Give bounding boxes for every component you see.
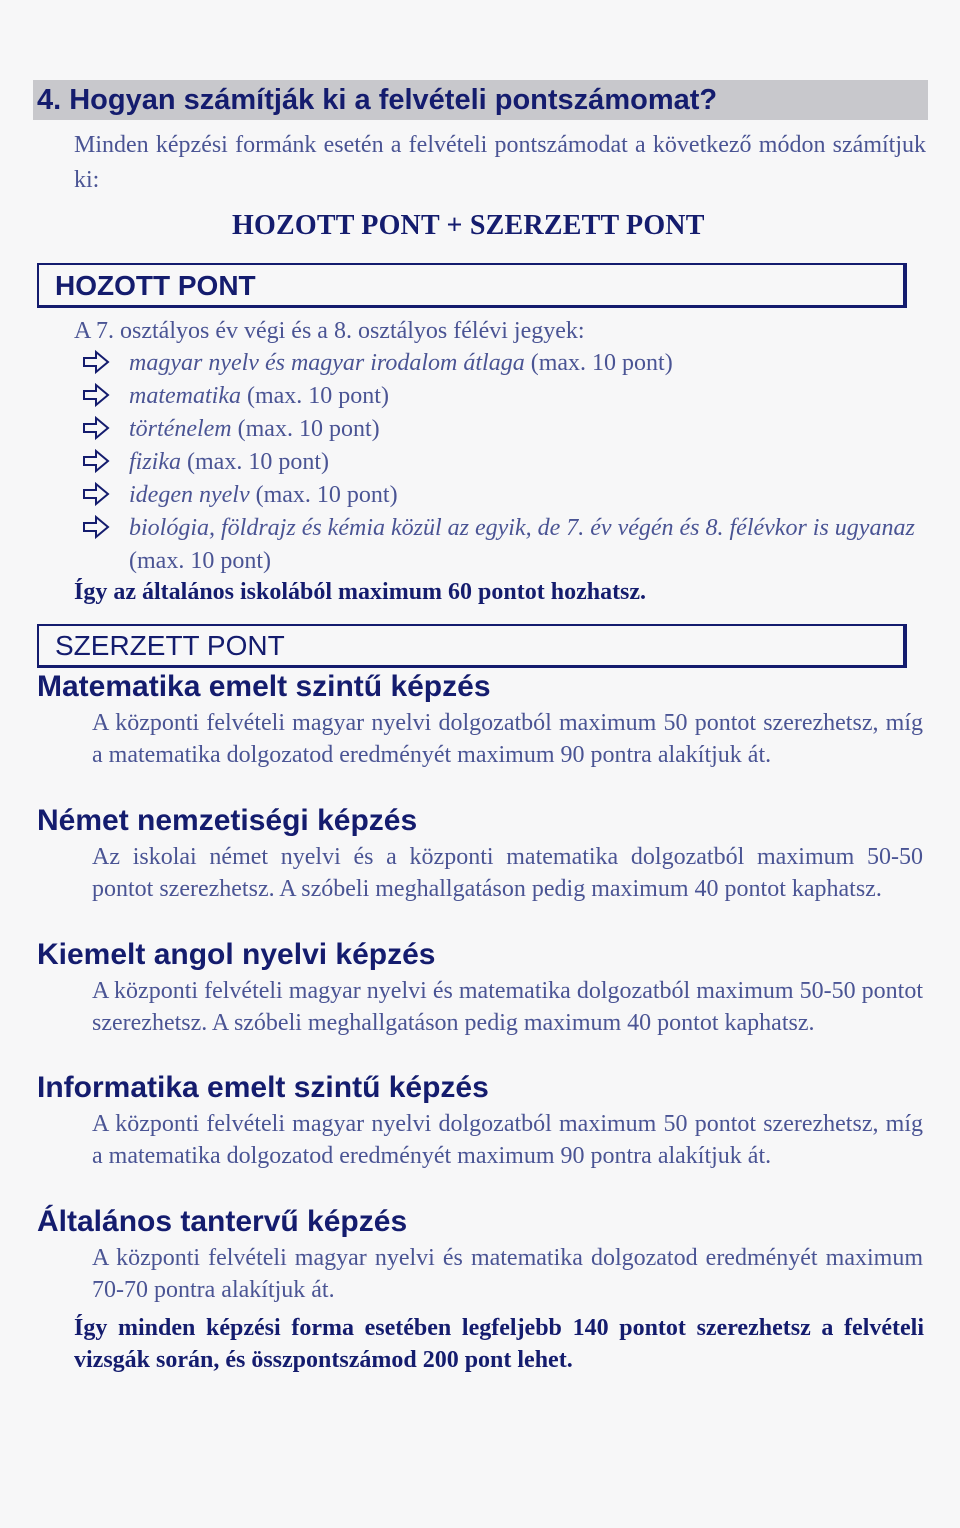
grade-item [82, 512, 927, 578]
hozott-pont-title: HOZOTT PONT [55, 270, 256, 301]
grade-points: (max. 10 pont) [240, 383, 389, 409]
section-title: Informatika emelt szintű képzés [37, 1071, 489, 1104]
grade-points: (max. 10 pont) [181, 449, 329, 475]
section-title: Általános tantervű képzés [37, 1205, 408, 1238]
section-title: Német nemzetiségi képzés [37, 804, 418, 837]
section-text: A központi felvételi magyar nyelvi és matematika dolgozatod eredményét maximum 70-70 pontra alakítjuk át. [92, 1245, 923, 1303]
grade-item [82, 380, 927, 413]
grade-points: (max. 10 pont) [231, 416, 380, 442]
grade-subject: biológia, földrajz és kémia közül az egyik, de 7. év végén és 8. félévkor is ugyanaz [129, 515, 915, 541]
section-title: Kiemelt angol nyelvi képzés [37, 938, 436, 971]
section-text: Az iskolai német nyelvi és a központi matematika dolgozatból maximum 50-50 pontot szerezhetsz. A szóbeli meghallgatáson pedig maximum 40 pontot kaphatsz. [92, 844, 923, 902]
grade-item [82, 479, 927, 512]
grade-subject: történelem [129, 416, 232, 442]
section-text: A központi felvételi magyar nyelvi és matematika dolgozatból maximum 50-50 pontot szerezhetsz. A szóbeli meghallgatáson pedig maximum 40 pontot kaphatsz. [92, 978, 923, 1036]
hozott-pont-box [37, 263, 907, 308]
section-text: A központi felvételi magyar nyelvi dolgozatból maximum 50 pontot szerezhetsz, míg a matematika dolgozatod eredményét maximum 90 pontra alakítjuk át. [92, 710, 923, 768]
grade-points: (max. 10 pont) [524, 350, 673, 376]
outline-right-arrow-icon [82, 349, 110, 375]
grade-item [82, 413, 927, 446]
grade-points: (max. 10 pont) [249, 482, 398, 508]
grade-list [82, 347, 927, 578]
intro-paragraph: Minden képzési formánk esetén a felvételi pontszámodat a következő módon számítjuk ki: [74, 132, 926, 193]
grades-intro: A 7. osztályos év végi és a 8. osztályos félévi jegyek: [74, 318, 585, 344]
section-text: A központi felvételi magyar nyelvi dolgozatból maximum 50 pontot szerezhetsz, míg a matematika dolgozatod eredményét maximum 90 pontra alakítjuk át. [92, 1111, 923, 1169]
section-title: Matematika emelt szintű képzés [37, 670, 491, 703]
grade-subject: fizika [129, 449, 181, 475]
outline-right-arrow-icon [82, 382, 110, 408]
grade-subject: magyar nyelv és magyar irodalom átlaga [129, 350, 525, 376]
main-heading: 4. Hogyan számítják ki a felvételi pontszámomat? [33, 80, 928, 120]
grade-item [82, 446, 927, 479]
grade-item [82, 347, 927, 380]
szerzett-pont-title: SZERZETT PONT [55, 630, 285, 661]
points-formula: HOZOTT PONT + SZERZETT PONT [232, 210, 705, 241]
grade-subject: matematika [129, 383, 241, 409]
outline-right-arrow-icon [82, 415, 110, 441]
hozott-summary: Így az általános iskolából maximum 60 pontot hozhatsz. [74, 579, 647, 605]
final-summary: Így minden képzési forma esetében legfeljebb 140 pontot szerezhetsz a felvételi vizsgák során, és összpontszámod 200 pont lehet. [74, 1315, 924, 1373]
outline-right-arrow-icon [82, 448, 110, 474]
outline-right-arrow-icon [82, 481, 110, 507]
grade-points: (max. 10 pont) [129, 548, 271, 574]
szerzett-pont-box [37, 624, 907, 668]
grade-subject: idegen nyelv [129, 482, 250, 508]
outline-right-arrow-icon [82, 514, 110, 540]
